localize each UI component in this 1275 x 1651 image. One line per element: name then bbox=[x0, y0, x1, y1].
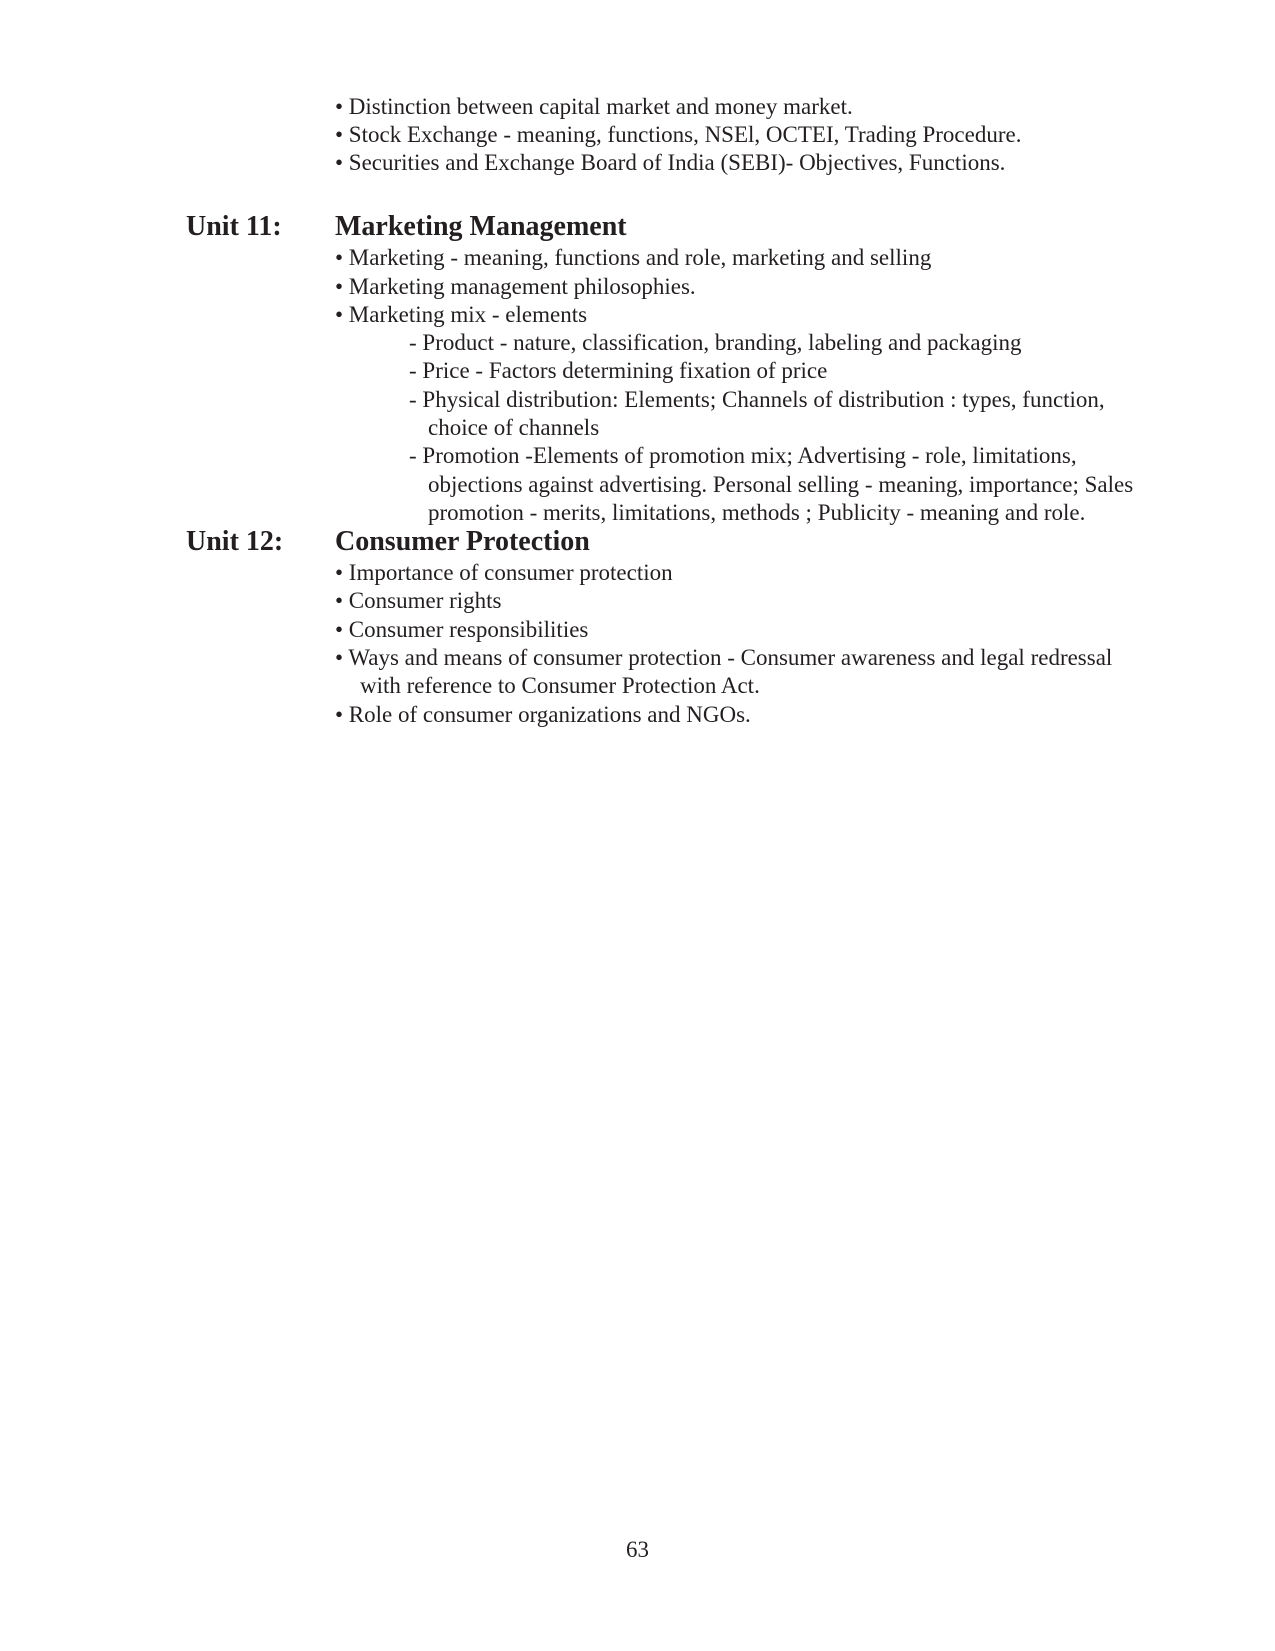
unit-12-label: Unit 12: bbox=[186, 526, 284, 557]
unit-11-sub-product: - Product - nature, classification, branding, labeling and packaging bbox=[409, 330, 1022, 355]
unit-11-sub-promotion-cont-2: promotion - merits, limitations, methods ; Publicity - meaning and role. bbox=[428, 500, 1086, 525]
unit-12-bullet-organizations: • Role of consumer organizations and NGOs. bbox=[335, 702, 751, 727]
unit-12-title: Consumer Protection bbox=[335, 526, 590, 557]
unit-12-bullet-ways-means: • Ways and means of consumer protection - Consumer awareness and legal redressal bbox=[335, 645, 1113, 670]
unit-11-bullet-marketing-mix: • Marketing mix - elements bbox=[335, 302, 588, 327]
unit-12-bullet-ways-means-cont: with reference to Consumer Protection Act. bbox=[360, 673, 760, 698]
intro-bullet-capital-money-market: • Distinction between capital market and money market. bbox=[335, 94, 853, 119]
intro-bullet-sebi: • Securities and Exchange Board of India (SEBI)- Objectives, Functions. bbox=[335, 150, 1006, 175]
unit-12-bullet-responsibilities: • Consumer responsibilities bbox=[335, 617, 589, 642]
unit-11-title: Marketing Management bbox=[335, 211, 627, 242]
unit-11-sub-physical-distribution-cont: choice of channels bbox=[428, 415, 600, 440]
unit-11-sub-price: - Price - Factors determining fixation of price bbox=[409, 358, 828, 383]
unit-12-bullet-importance: • Importance of consumer protection bbox=[335, 560, 673, 585]
page-number: 63 bbox=[626, 1537, 649, 1562]
intro-bullet-stock-exchange: • Stock Exchange - meaning, functions, NSEl, OCTEI, Trading Procedure. bbox=[335, 122, 1022, 147]
unit-11-bullet-philosophies: • Marketing management philosophies. bbox=[335, 274, 696, 299]
unit-11-bullet-marketing: • Marketing - meaning, functions and role, marketing and selling bbox=[335, 245, 932, 270]
unit-11-sub-promotion: - Promotion -Elements of promotion mix; Advertising - role, limitations, bbox=[409, 443, 1077, 468]
unit-11-sub-physical-distribution: - Physical distribution: Elements; Channels of distribution : types, function, bbox=[409, 387, 1105, 412]
unit-11-label: Unit 11: bbox=[186, 211, 282, 242]
unit-11-sub-promotion-cont-1: objections against advertising. Personal selling - meaning, importance; Sales bbox=[428, 472, 1134, 497]
unit-12-bullet-rights: • Consumer rights bbox=[335, 588, 502, 613]
